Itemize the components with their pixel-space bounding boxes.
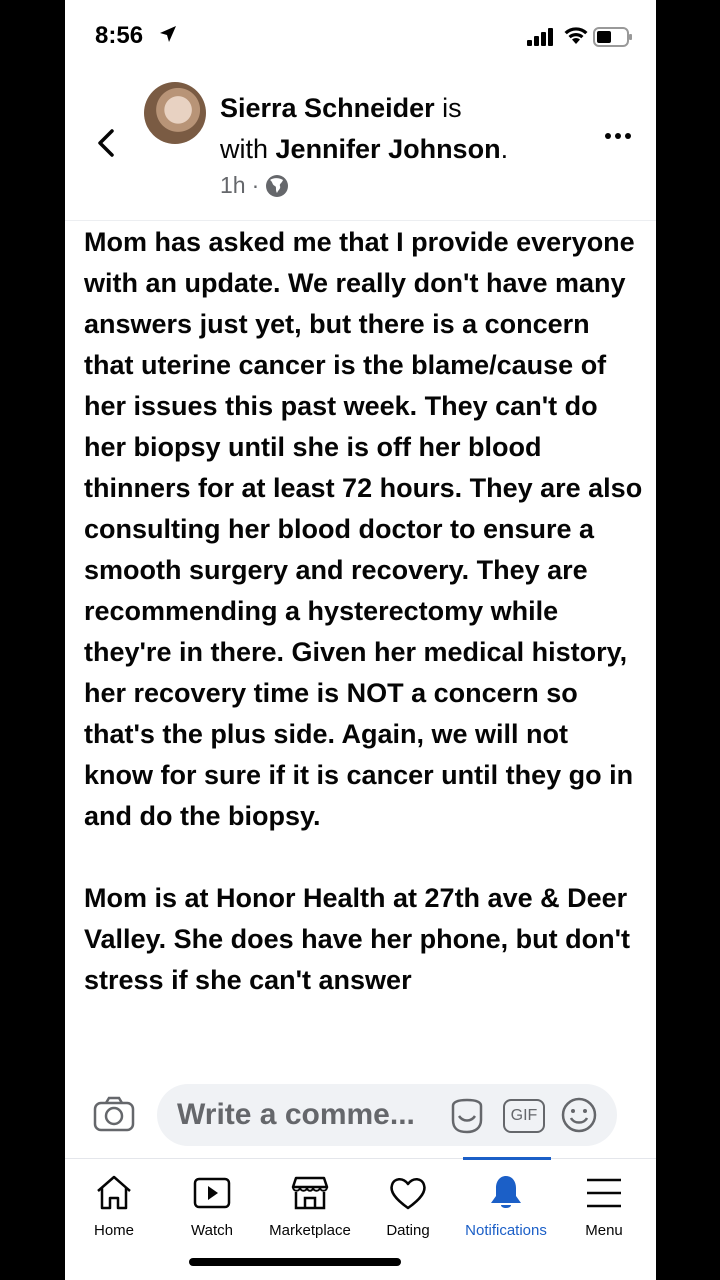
emoji-icon[interactable] xyxy=(561,1097,597,1133)
home-indicator xyxy=(189,1258,401,1266)
signal-icon xyxy=(527,28,555,46)
status-time: 8:56 xyxy=(95,22,144,49)
wifi-icon xyxy=(563,25,589,45)
watch-icon xyxy=(192,1173,232,1213)
author-name[interactable]: Sierra Schneider xyxy=(220,93,435,123)
post-paragraph: Mom has asked me that I provide everyone with an update. We really don't have many answers just yet, but there is a concern that uterine cancer is the blame/cause of her issues this past week. They can't do her biopsy until she is off her blood thinners for at least 72 hours. They are also consulting her blood doctor to ensure a smooth surgery and recovery. They are recommending a hysterectomy while they're in there. Given her medical history, her recovery time is NOT a concern so that's the plus side. Again, we will not know for sure if it is cancer until they go in and do the biopsy. xyxy=(84,227,643,831)
nav-label: Watch xyxy=(191,1222,233,1239)
screen xyxy=(65,0,656,1280)
nav-label: Dating xyxy=(386,1222,430,1239)
nav-item-watch[interactable] xyxy=(163,1159,261,1249)
nav-item-dating[interactable] xyxy=(359,1159,457,1249)
dating-icon xyxy=(388,1173,428,1213)
comment-input[interactable] xyxy=(157,1084,617,1146)
camera-icon[interactable] xyxy=(93,1096,135,1132)
connector-is: is xyxy=(434,93,462,123)
back-icon[interactable] xyxy=(95,128,117,158)
nav-label: Menu xyxy=(585,1222,623,1239)
nav-label: Marketplace xyxy=(269,1222,351,1239)
post-author-line xyxy=(220,88,600,170)
nav-label: Home xyxy=(93,1222,134,1239)
nav-item-marketplace[interactable] xyxy=(261,1159,359,1249)
comment-placeholder: Write a comme... xyxy=(177,1098,415,1131)
menu-icon xyxy=(584,1173,624,1213)
connector-with: with xyxy=(220,134,276,164)
home-icon xyxy=(94,1173,134,1213)
nav-item-home[interactable] xyxy=(65,1159,163,1249)
post-body xyxy=(84,222,644,1042)
tagged-suffix: . xyxy=(500,134,509,164)
more-options-icon[interactable] xyxy=(605,132,631,140)
battery-icon xyxy=(593,27,633,47)
tagged-name[interactable]: Jennifer Johnson xyxy=(275,134,501,164)
nav-label: Notifications xyxy=(465,1222,547,1239)
post-header xyxy=(65,70,656,221)
post-paragraph: Mom is at Honor Health at 27th ave & Deer Valley. She does have her phone, but don't stress if she can't answer xyxy=(84,883,631,995)
comment-bar xyxy=(65,1074,656,1158)
post-time[interactable]: 1h xyxy=(220,172,246,198)
avatar[interactable] xyxy=(144,82,206,144)
nav-item-notifications[interactable] xyxy=(457,1159,555,1249)
nav-item-menu[interactable] xyxy=(555,1159,653,1249)
post-meta xyxy=(220,172,289,199)
meta-separator: · xyxy=(251,172,260,198)
location-arrow-icon xyxy=(158,24,178,44)
notifications-icon xyxy=(486,1173,526,1213)
sticker-icon[interactable] xyxy=(447,1098,487,1134)
marketplace-icon xyxy=(290,1173,330,1213)
gif-button[interactable]: GIF xyxy=(503,1099,545,1133)
globe-icon xyxy=(265,174,289,198)
status-bar xyxy=(65,0,656,70)
